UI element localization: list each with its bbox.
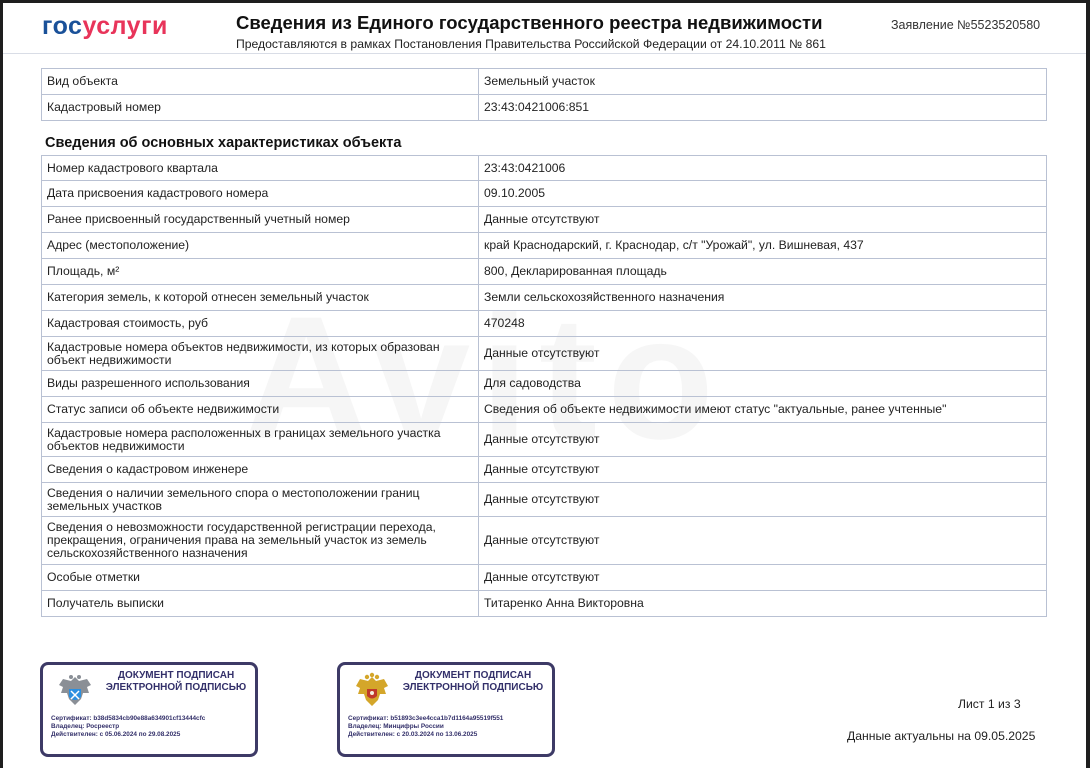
stamp-validity: Действителен: с 20.03.2024 по 13.06.2025 [348, 731, 478, 738]
table-row [42, 591, 1047, 617]
row-label: Ранее присвоенный государственный учетный номер [42, 207, 479, 233]
row-value: Данные отсутствуют [479, 337, 1047, 371]
row-value: 09.10.2005 [479, 181, 1047, 207]
row-label: Номер кадастрового квартала [42, 156, 479, 181]
russia-coat-of-arms-emblem-icon [352, 671, 392, 711]
row-value: 23:43:0421006:851 [479, 95, 1047, 121]
row-label: Категория земель, к которой отнесен земельный участок [42, 285, 479, 311]
table-row [42, 259, 1047, 285]
row-label: Сведения о невозможности государственной регистрации перехода, прекращения, ограничения права на земельный участок из земель сельскохозяйственного назначения [42, 517, 479, 565]
row-label: Адрес (местоположение) [42, 233, 479, 259]
table-row [42, 483, 1047, 517]
row-label: Получатель выписки [42, 591, 479, 617]
object-table [41, 68, 1047, 121]
row-label: Кадастровые номера расположенных в границах земельного участка объектов недвижимости [42, 423, 479, 457]
row-value: 470248 [479, 311, 1047, 337]
stamp-certificate: Сертификат: b51893c3ee4cca1b7d1164a95519f551 [348, 715, 504, 722]
table-row [42, 233, 1047, 259]
row-label: Сведения о наличии земельного спора о местоположении границ земельных участков [42, 483, 479, 517]
row-label: Кадастровые номера объектов недвижимости, из которых образован объект недвижимости [42, 337, 479, 371]
table-row [42, 397, 1047, 423]
e-signature-stamp-rosreestr [40, 662, 258, 757]
row-label: Дата присвоения кадастрового номера [42, 181, 479, 207]
row-value: край Краснодарский, г. Краснодар, с/т "Урожай", ул. Вишневая, 437 [479, 233, 1047, 259]
table-row [42, 181, 1047, 207]
table-row [42, 95, 1047, 121]
row-value: Земли сельскохозяйственного назначения [479, 285, 1047, 311]
row-label: Виды разрешенного использования [42, 371, 479, 397]
row-value: Сведения об объекте недвижимости имеют статус "актуальные, ранее учтенные" [479, 397, 1047, 423]
table-row [42, 207, 1047, 233]
document-subtitle: Предоставляются в рамках Постановления Правительства Российской Федерации от 24.10.2011 № 861 [236, 37, 826, 51]
table-row [42, 457, 1047, 483]
row-value: Земельный участок [479, 69, 1047, 95]
row-label: Кадастровый номер [42, 95, 479, 121]
sheet-number: Лист 1 из 3 [958, 697, 1021, 711]
row-label: Вид объекта [42, 69, 479, 95]
e-signature-stamp-mintsifry [337, 662, 555, 757]
section-heading: Сведения об основных характеристиках объекта [45, 135, 402, 151]
row-value: Титаренко Анна Викторовна [479, 591, 1047, 617]
row-value: Данные отсутствуют [479, 457, 1047, 483]
header-divider [3, 53, 1086, 54]
characteristics-table [41, 155, 1047, 617]
logo-part-uslugi: услуги [82, 12, 168, 40]
row-value: 23:43:0421006 [479, 156, 1047, 181]
application-number: Заявление №5523520580 [891, 18, 1041, 32]
logo-part-gos: гос [42, 12, 83, 40]
row-value: Данные отсутствуют [479, 517, 1047, 565]
table-row [42, 371, 1047, 397]
stamp-validity: Действителен: с 05.06.2024 по 29.08.2025 [51, 731, 181, 738]
row-value: Для садоводства [479, 371, 1047, 397]
table-row [42, 337, 1047, 371]
row-label: Кадастровая стоимость, руб [42, 311, 479, 337]
stamp-title: ДОКУМЕНТ ПОДПИСАН ЭЛЕКТРОННОЙ ПОДПИСЬЮ [105, 670, 247, 693]
row-label: Статус записи об объекте недвижимости [42, 397, 479, 423]
row-value: Данные отсутствуют [479, 423, 1047, 457]
table-row [42, 565, 1047, 591]
row-value: 800, Декларированная площадь [479, 259, 1047, 285]
row-value: Данные отсутствуют [479, 207, 1047, 233]
document-page [3, 3, 1086, 768]
table-row [42, 69, 1047, 95]
stamp-title: ДОКУМЕНТ ПОДПИСАН ЭЛЕКТРОННОЙ ПОДПИСЬЮ [402, 670, 544, 693]
table-row [42, 517, 1047, 565]
document-title: Сведения из Единого государственного реестра недвижимости [236, 12, 823, 33]
stamp-certificate: Сертификат: b38d5834cb90e88a634901cf13444cfc [51, 715, 206, 722]
table-row [42, 156, 1047, 181]
row-label: Площадь, м² [42, 259, 479, 285]
row-value: Данные отсутствуют [479, 483, 1047, 517]
table-row [42, 423, 1047, 457]
row-value: Данные отсутствуют [479, 565, 1047, 591]
stamp-owner: Владелец: Минцифры России [348, 723, 444, 730]
data-actual-date: Данные актуальны на 09.05.2025 [847, 729, 1036, 743]
row-label: Особые отметки [42, 565, 479, 591]
row-label: Сведения о кадастровом инженере [42, 457, 479, 483]
rosreestr-eagle-emblem-icon [55, 671, 95, 711]
stamp-owner: Владелец: Росреестр [51, 723, 120, 730]
table-row [42, 285, 1047, 311]
table-row [42, 311, 1047, 337]
gosuslugi-logo [42, 12, 168, 40]
